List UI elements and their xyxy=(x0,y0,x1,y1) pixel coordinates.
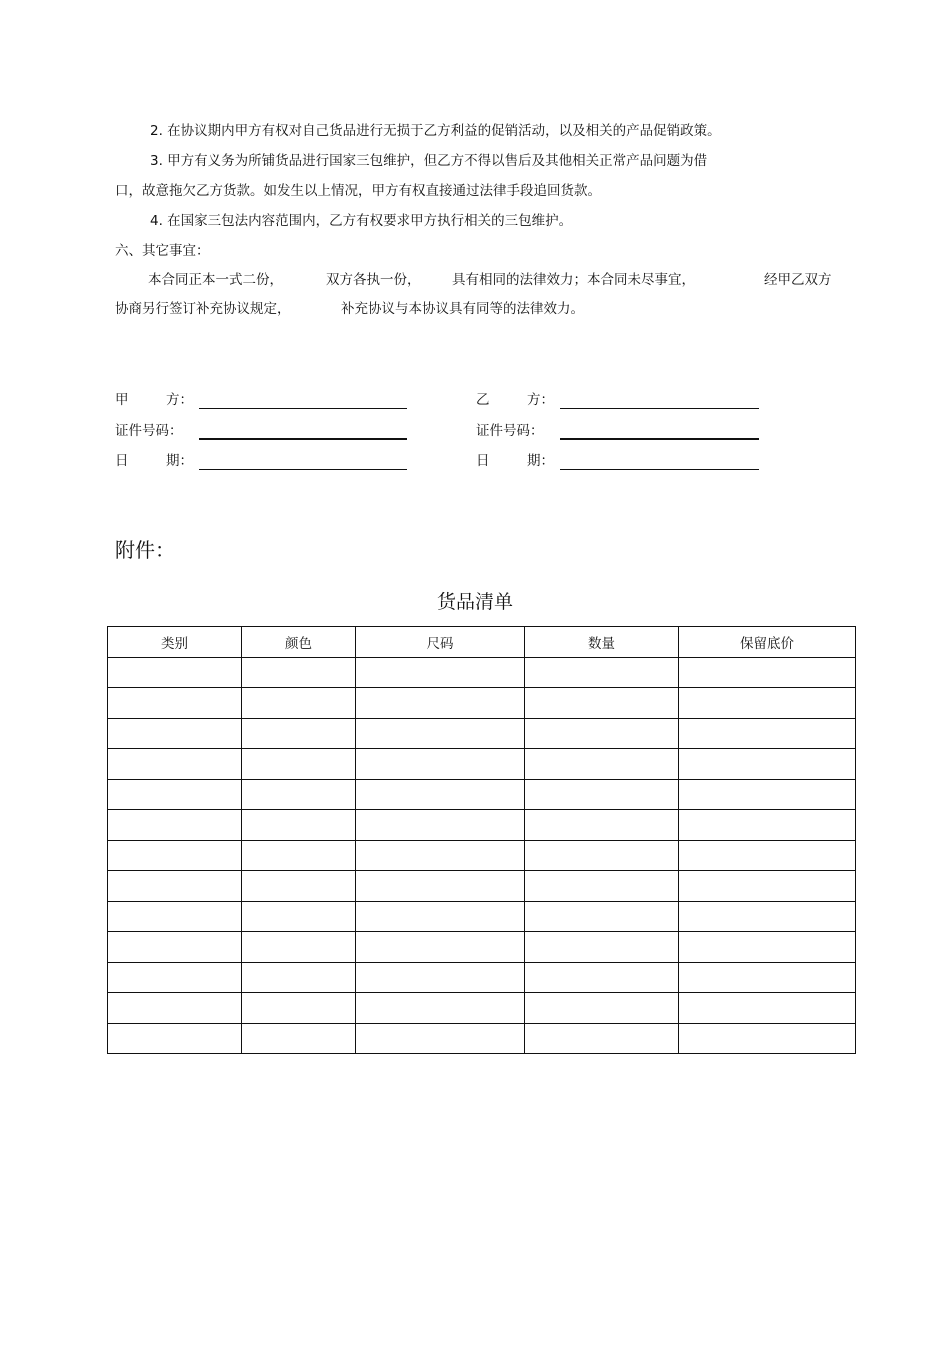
table-cell[interactable] xyxy=(525,901,679,932)
table-cell[interactable] xyxy=(679,657,856,688)
table-cell[interactable] xyxy=(242,993,356,1024)
table-cell[interactable] xyxy=(356,718,525,749)
table-cell[interactable] xyxy=(679,1023,856,1054)
table-cell[interactable] xyxy=(242,932,356,963)
section-6-line-2-part-a: 协商另行签订补充协议规定， xyxy=(115,301,291,317)
table-row xyxy=(108,657,856,688)
table-cell[interactable] xyxy=(108,718,242,749)
party-b-date-label-char-1: 日 xyxy=(476,453,490,469)
header-category: 类别 xyxy=(108,627,242,658)
table-cell[interactable] xyxy=(356,810,525,841)
table-cell[interactable] xyxy=(242,871,356,902)
party-a-id-line[interactable] xyxy=(199,438,407,440)
party-a-name-line[interactable] xyxy=(199,408,407,409)
table-row xyxy=(108,871,856,902)
table-cell[interactable] xyxy=(108,932,242,963)
table-cell[interactable] xyxy=(108,901,242,932)
section-6-line-1-part-a: 本合同正本一式二份， xyxy=(148,272,283,288)
table-cell[interactable] xyxy=(108,779,242,810)
party-a-label-char-1: 甲 xyxy=(115,392,129,408)
header-quantity: 数量 xyxy=(525,627,679,658)
clause-4: 4. 在国家三包法内容范围内，乙方有权要求甲方执行相关的三包维护。 xyxy=(150,213,573,229)
table-row xyxy=(108,962,856,993)
attachment-label: 附件： xyxy=(115,538,175,562)
table-cell[interactable] xyxy=(242,1023,356,1054)
table-row xyxy=(108,901,856,932)
table-cell[interactable] xyxy=(525,962,679,993)
table-cell[interactable] xyxy=(108,871,242,902)
table-cell[interactable] xyxy=(108,1023,242,1054)
header-size: 尺码 xyxy=(356,627,525,658)
table-cell[interactable] xyxy=(356,993,525,1024)
table-cell[interactable] xyxy=(108,993,242,1024)
table-cell[interactable] xyxy=(679,901,856,932)
clause-2: 2. 在协议期内甲方有权对自己货品进行无损于乙方利益的促销活动，以及相关的产品促销政策。 xyxy=(150,123,721,139)
table-row xyxy=(108,932,856,963)
table-cell[interactable] xyxy=(108,657,242,688)
table-cell[interactable] xyxy=(525,932,679,963)
table-cell[interactable] xyxy=(242,962,356,993)
table-cell[interactable] xyxy=(679,932,856,963)
table-cell[interactable] xyxy=(356,657,525,688)
section-6-line-1-part-b: 双方各执一份， xyxy=(326,272,421,288)
table-cell[interactable] xyxy=(356,1023,525,1054)
section-6-line-1-part-d: 经甲乙双方 xyxy=(764,272,832,288)
goods-list-table xyxy=(107,626,856,1054)
table-cell[interactable] xyxy=(108,688,242,719)
party-b-id-line[interactable] xyxy=(560,438,759,440)
party-b-label-char-1: 乙 xyxy=(476,392,490,408)
table-cell[interactable] xyxy=(242,840,356,871)
section-6-line-1-part-c: 具有相同的法律效力；本合同未尽事宜， xyxy=(452,272,695,288)
goods-list-title: 货品清单 xyxy=(436,591,513,613)
table-cell[interactable] xyxy=(356,749,525,780)
table-cell[interactable] xyxy=(679,749,856,780)
table-cell[interactable] xyxy=(242,901,356,932)
table-cell[interactable] xyxy=(679,718,856,749)
table-cell[interactable] xyxy=(242,779,356,810)
table-cell[interactable] xyxy=(108,840,242,871)
table-cell[interactable] xyxy=(679,810,856,841)
table-row xyxy=(108,779,856,810)
table-cell[interactable] xyxy=(242,749,356,780)
party-b-name-line[interactable] xyxy=(560,408,759,409)
table-row xyxy=(108,993,856,1024)
table-cell[interactable] xyxy=(525,779,679,810)
table-cell[interactable] xyxy=(525,657,679,688)
table-cell[interactable] xyxy=(356,962,525,993)
table-row xyxy=(108,749,856,780)
section-6-heading: 六、其它事宜： xyxy=(115,243,210,259)
table-cell[interactable] xyxy=(242,718,356,749)
table-cell[interactable] xyxy=(525,871,679,902)
table-cell[interactable] xyxy=(679,871,856,902)
table-row xyxy=(108,810,856,841)
table-cell[interactable] xyxy=(242,810,356,841)
table-cell[interactable] xyxy=(679,688,856,719)
table-row xyxy=(108,688,856,719)
table-cell[interactable] xyxy=(356,932,525,963)
table-cell[interactable] xyxy=(525,1023,679,1054)
table-cell[interactable] xyxy=(679,962,856,993)
table-cell[interactable] xyxy=(356,688,525,719)
clause-3-line-2: 口，故意拖欠乙方货款。如发生以上情况，甲方有权直接通过法律手段追回货款。 xyxy=(115,183,601,199)
table-row xyxy=(108,1023,856,1054)
table-cell[interactable] xyxy=(525,993,679,1024)
party-a-date-label-char-2: 期： xyxy=(166,453,193,469)
header-color: 颜色 xyxy=(242,627,356,658)
header-reserve-price: 保留底价 xyxy=(679,627,856,658)
table-row xyxy=(108,840,856,871)
table-cell[interactable] xyxy=(108,962,242,993)
goods-table-header-row xyxy=(108,627,856,658)
table-cell[interactable] xyxy=(525,718,679,749)
table-cell[interactable] xyxy=(242,657,356,688)
table-cell[interactable] xyxy=(108,749,242,780)
party-b-id-label: 证件号码： xyxy=(476,423,544,439)
party-a-label-char-2: 方： xyxy=(166,392,193,408)
table-cell[interactable] xyxy=(108,810,242,841)
table-cell[interactable] xyxy=(679,840,856,871)
party-a-id-label: 证件号码： xyxy=(115,423,183,439)
table-cell[interactable] xyxy=(525,688,679,719)
table-cell[interactable] xyxy=(356,871,525,902)
table-cell[interactable] xyxy=(242,688,356,719)
table-cell[interactable] xyxy=(356,901,525,932)
table-cell[interactable] xyxy=(356,779,525,810)
table-cell[interactable] xyxy=(679,779,856,810)
clause-3-line-1: 3. 甲方有义务为所铺货品进行国家三包维护，但乙方不得以售后及其他相关正常产品问题为借 xyxy=(150,153,708,169)
party-b-label-char-2: 方： xyxy=(527,392,554,408)
party-a-date-label-char-1: 日 xyxy=(115,453,129,469)
table-cell[interactable] xyxy=(525,840,679,871)
party-b-date-line[interactable] xyxy=(560,469,759,470)
table-cell[interactable] xyxy=(525,810,679,841)
table-cell[interactable] xyxy=(679,993,856,1024)
party-a-date-line[interactable] xyxy=(199,469,407,470)
table-row xyxy=(108,718,856,749)
table-cell[interactable] xyxy=(356,840,525,871)
section-6-line-2-part-b: 补充协议与本协议具有同等的法律效力。 xyxy=(341,301,584,317)
party-b-date-label-char-2: 期： xyxy=(527,453,554,469)
table-cell[interactable] xyxy=(525,749,679,780)
